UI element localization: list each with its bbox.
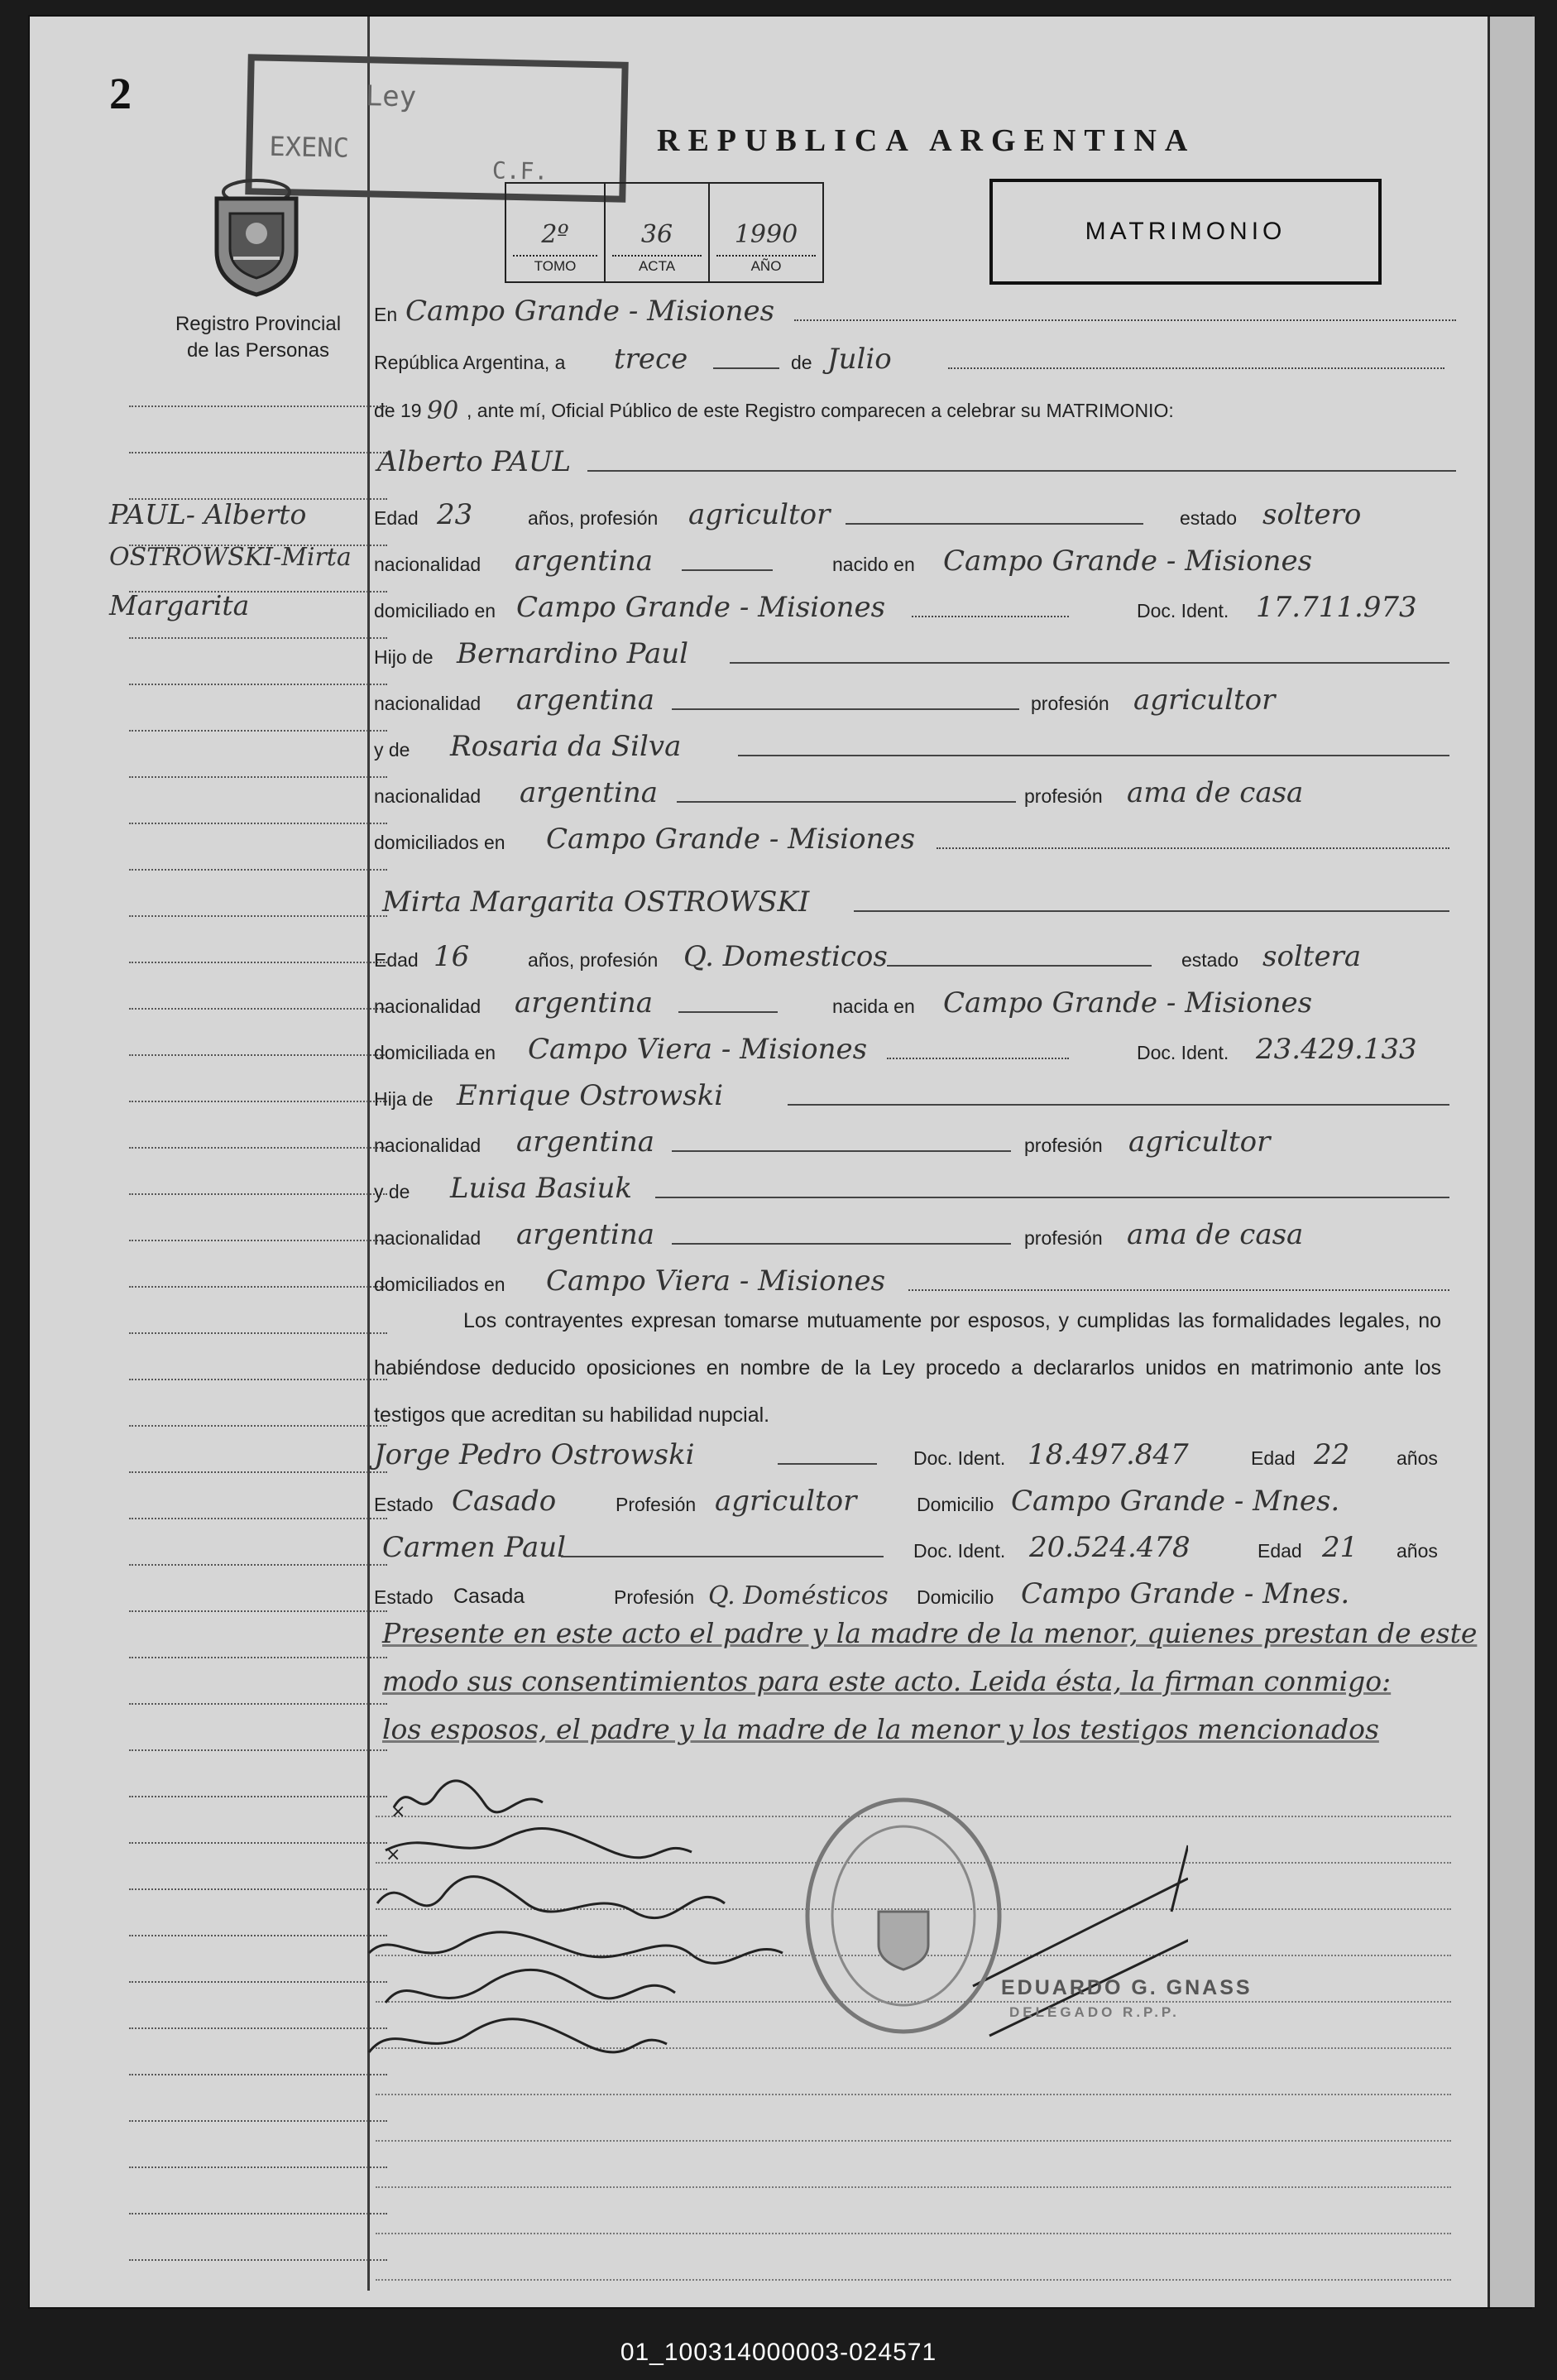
bride-mother-profession: ama de casa [1127,1218,1304,1251]
groom-id-number: 17.711.973 [1256,591,1417,624]
margin-ruled-line [129,2120,387,2122]
year-suffix: 90 [427,396,459,425]
margin-ruled-line [129,1240,387,1241]
bride-id-number: 23.429.133 [1256,1033,1417,1066]
margin-ruled-line [129,962,387,963]
groom-parents-address: Campo Grande - Misiones [546,823,916,856]
margin-ruled-line [129,452,387,453]
country-title: REPUBLICA ARGENTINA [657,123,1196,158]
groom-address-row [374,588,1469,629]
ceremony-month: Julio [827,343,892,376]
acta-label: ACTA [638,258,676,274]
domiciliada-label: domiciliada en [374,1042,496,1063]
groom-father-nationality: argentina [516,684,655,717]
profesion-label: profesión [1024,1227,1103,1249]
witness-2-profession: Q. Domésticos [708,1581,889,1610]
nacionalidad-label: nacionalidad [374,785,481,807]
groom-father-row [374,634,1469,675]
anio-cell [710,184,822,281]
witness-2-status: Casada [453,1585,525,1608]
margin-name-2: OSTROWSKI-Mirta [109,543,352,572]
bride-mother-row [374,1168,1469,1210]
margin-ruled-line [129,405,387,407]
declaration-paragraph: Los contrayentes expresan tomarse mutuamente por esposos, y cumplidas las formalidades legales, no habiéndose deducido oposiciones en nombre de la Ley procedo a declararlos unidos en matrimonio ante los testigos que acreditan su habilidad nupcial. [374,1309,1441,1427]
bride-parents-address-row [374,1261,1469,1303]
bride-age-row [374,937,1469,978]
doc-label: Doc. Ident. [913,1540,1006,1562]
tomo-label: TOMO [534,258,577,274]
nacionalidad-label: nacionalidad [374,996,481,1017]
signatures-block [361,1771,1188,2085]
anio-value: 1990 [734,220,798,249]
margin-ruled-line [129,2027,387,2029]
provincial-coat-of-arms-icon [205,175,308,298]
acta-value: 36 [640,220,673,249]
y-de-label: y de [374,1181,410,1202]
bride-father: Enrique Ostrowski [457,1079,724,1112]
domiciliados-label: domiciliados en [374,1274,505,1295]
margin-ruled-line [129,1008,387,1010]
stamp-line-2: EXENC [269,130,350,164]
margin-ruled-line [129,1703,387,1705]
witness-1-status: Casado [452,1485,557,1518]
anios-label: años [1397,1540,1438,1562]
margin-ruled-line [129,1564,387,1566]
place-row [374,291,1469,333]
y-de-label: y de [374,739,410,761]
estado-label: estado [1181,949,1239,971]
stamp-line-1: Ley [365,79,417,114]
groom-address: Campo Grande - Misiones [516,591,886,624]
witness-2-id: 20.524.478 [1029,1531,1191,1564]
margin-ruled-line [129,2074,387,2075]
groom-age: 23 [437,498,473,531]
margin-ruled-line [129,545,387,546]
margin-ruled-line [129,2213,387,2214]
bride-mother-nat-row [374,1215,1469,1256]
acta-reference-box [505,182,824,283]
body-ruled-line [376,2094,1451,2095]
signature-6 [369,2019,667,2052]
body-ruled-line [376,2186,1451,2188]
bride-profession: Q. Domesticos [683,940,888,973]
witness-1-age: 22 [1314,1438,1350,1471]
bride-nationality: argentina [515,986,654,1020]
groom-nationality-row [374,541,1469,583]
profesion-label: profesión [1024,1135,1103,1156]
margin-ruled-line [129,1749,387,1751]
groom-name: Alberto PAUL [377,445,572,478]
doc-label: Doc. Ident. [1137,1042,1229,1063]
margin-ruled-line [129,1610,387,1612]
margin-ruled-line [129,1425,387,1427]
groom-mother-profession: ama de casa [1127,776,1304,809]
margin-ruled-line [129,1518,387,1519]
groom-marital-status: soltero [1262,498,1362,531]
domiciliado-label: domiciliado en [374,600,496,621]
margin-name-3: Margarita [109,589,250,621]
acta-cell [606,184,710,281]
page-binding-edge [1488,17,1535,2307]
bride-name: Mirta Margarita OSTROWSKI [382,885,810,919]
en-label: En [374,304,398,325]
official-title: DELEGADO R.P.P. [1009,2004,1180,2020]
nacida-label: nacida en [832,996,915,1017]
signature-3 [377,1877,725,1918]
signature-5 [386,1970,675,2003]
hija-label: Hija de [374,1088,434,1110]
margin-ruled-line [129,1193,387,1195]
witness-2-row [374,1528,1469,1569]
page-number: 2 [109,69,132,118]
image-caption: 01_100314000003-024571 [620,2339,937,2366]
witness-1-id: 18.497.847 [1028,1438,1189,1471]
margin-ruled-line [129,1286,387,1288]
margin-ruled-line [129,1935,387,1936]
ceremony-place: Campo Grande - Misiones [405,295,775,328]
domicilio-label: Domicilio [917,1586,994,1608]
profesion-label: años, profesión [528,949,659,971]
edad-label: Edad [374,507,419,529]
witness-1-profession: agricultor [715,1485,857,1518]
groom-father: Bernardino Paul [457,637,688,670]
official-signature-stroke [973,1879,1188,1986]
bride-father-nat-row [374,1122,1469,1164]
bride-father-profession: agricultor [1128,1125,1271,1159]
signature-2 [386,1828,692,1857]
bride-parents-address: Campo Viera - Misiones [546,1264,886,1298]
year-prefix: de 19 [374,400,422,421]
groom-birthplace: Campo Grande - Misiones [943,545,1313,578]
estado-label: estado [1180,507,1238,529]
bride-birthplace: Campo Grande - Misiones [943,986,1313,1020]
body-ruled-line [376,2279,1451,2281]
document-type-box: MATRIMONIO [989,179,1382,285]
bride-father-row [374,1076,1469,1117]
nacionalidad-label: nacionalidad [374,693,481,714]
estado-label: Estado [374,1586,434,1608]
ceremony-day: trece [614,343,688,376]
margin-ruled-line [129,2259,387,2261]
margin-ruled-line [129,1981,387,1983]
profesion-label: años, profesión [528,507,659,529]
registry-name [152,311,364,364]
groom-nationality: argentina [515,545,654,578]
margin-ruled-line [129,1379,387,1380]
witness-1-details-row [374,1481,1469,1523]
margin-ruled-line [129,637,387,639]
groom-father-profession: agricultor [1133,684,1276,717]
nacionalidad-label: nacionalidad [374,1135,481,1156]
signature-4 [369,1932,783,1964]
registry-line-1: Registro Provincial [175,313,342,335]
groom-parents-address-row [374,819,1469,861]
domiciliados-label: domiciliados en [374,832,505,853]
margin-ruled-line [129,2166,387,2168]
margin-ruled-line [129,1147,387,1149]
bride-nationality-row [374,983,1469,1024]
body-ruled-line [376,2140,1451,2142]
margin-name-1: PAUL- Alberto [109,498,307,530]
official-name: EDUARDO G. GNASS [1001,1976,1253,1999]
margin-ruled-line [129,684,387,685]
witness-1-name: Jorge Pedro Ostrowski [374,1438,695,1471]
margin-ruled-line [129,1471,387,1473]
witness-2-age: 21 [1322,1531,1358,1564]
groom-age-row [374,495,1469,536]
margin-ruled-line [129,730,387,732]
groom-father-nat-row [374,680,1469,722]
profesion-label: profesión [1024,785,1103,807]
svg-text:×: × [386,1845,401,1865]
margin-ruled-line [129,1657,387,1658]
bride-marital-status: soltera [1262,940,1362,973]
groom-mother-nationality: argentina [520,776,659,809]
witness-2-details-row [374,1574,1469,1615]
nacionalidad-label: nacionalidad [374,1227,481,1249]
de-label: de [791,352,812,373]
official-seal-icon [802,1796,1004,2036]
stamp-line-3: C.F. [491,156,549,185]
nacido-label: nacido en [832,554,915,575]
margin-ruled-line [129,1054,387,1056]
edad-label: Edad [1251,1447,1296,1469]
anios-label: años [1397,1447,1438,1469]
republic-label: República Argentina, a [374,352,566,373]
margin-ruled-line [129,869,387,871]
note-line-1: Presente en este acto el padre y la madre de la menor, quienes prestan de este [382,1617,1478,1649]
margin-ruled-line [129,1101,387,1102]
profesion-label: profesión [1031,693,1109,714]
date-row [374,339,1469,381]
signature-1 [394,1781,543,1812]
body-ruled-line [376,2233,1451,2234]
bride-age: 16 [434,940,470,973]
doc-label: Doc. Ident. [913,1447,1006,1469]
svg-text:×: × [390,1802,406,1822]
bride-address: Campo Viera - Misiones [528,1033,868,1066]
groom-mother-row [374,727,1469,768]
witness-2-name: Carmen Paul [382,1531,566,1564]
margin-ruled-line [129,1332,387,1334]
nacionalidad-label: nacionalidad [374,554,481,575]
doc-label: Doc. Ident. [1137,600,1229,621]
bride-address-row [374,1029,1469,1071]
edad-label: Edad [1258,1540,1302,1562]
profesion-label: Profesión [614,1586,695,1608]
profesion-label: Profesión [616,1494,697,1515]
note-line-2: modo sus consentimientos para este acto. Leida ésta, la firman conmigo: [382,1665,1392,1697]
domicilio-label: Domicilio [917,1494,994,1515]
margin-ruled-line [129,1842,387,1844]
margin-ruled-line [129,915,387,917]
anio-label: AÑO [750,258,782,274]
bride-mother: Luisa Basiuk [450,1172,632,1205]
witness-2-address: Campo Grande - Mnes. [1021,1577,1350,1610]
witness-1-address: Campo Grande - Mnes. [1011,1485,1340,1518]
margin-ruled-line [129,823,387,824]
bride-mother-nationality: argentina [516,1218,655,1251]
margin-ruled-line [129,1796,387,1797]
witness-1-row [374,1435,1469,1476]
hijo-label: Hijo de [374,646,434,668]
year-row [374,387,1469,429]
margin-ruled-line [129,591,387,593]
registry-line-2: de las Personas [186,339,330,362]
margin-ruled-line [129,776,387,778]
tomo-cell [506,184,606,281]
groom-profession: agricultor [688,498,831,531]
margin-ruled-line [129,498,387,500]
margin-ruled-line [129,1888,387,1890]
tomo-value: 2º [541,220,569,249]
edad-label: Edad [374,949,419,971]
bride-father-nationality: argentina [516,1125,655,1159]
groom-mother: Rosaria da Silva [450,730,682,763]
note-line-3: los esposos, el padre y la madre de la menor y los testigos mencionados [382,1713,1379,1745]
estado-label: Estado [374,1494,434,1515]
bride-name-row [374,882,1469,924]
groom-name-row [374,442,1469,483]
groom-mother-nat-row [374,773,1469,814]
appearance-text: , ante mí, Oficial Público de este Registro comparecen a celebrar su MATRIMONIO: [467,400,1174,421]
